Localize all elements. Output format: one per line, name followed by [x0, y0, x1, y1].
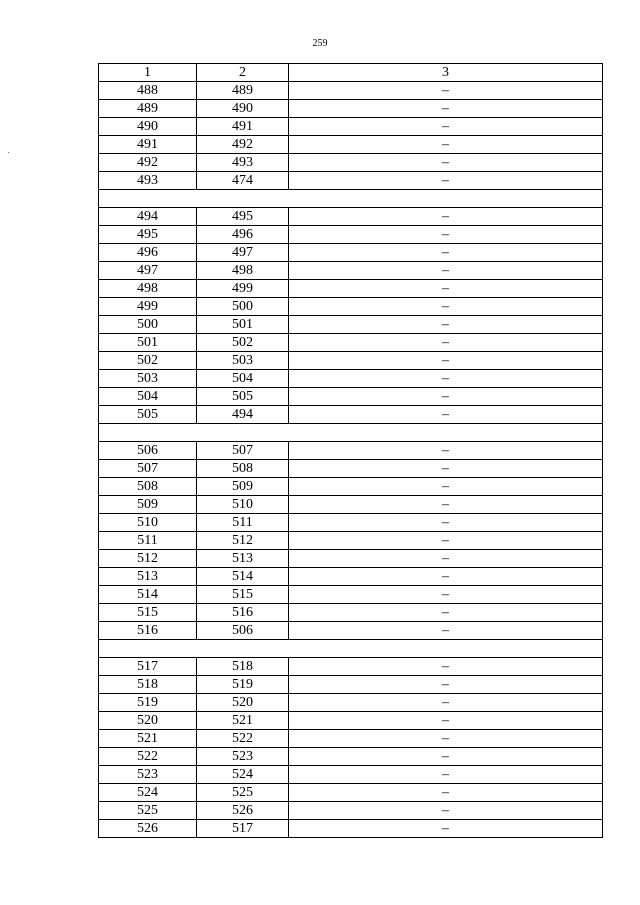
table-row: [99, 550, 603, 568]
cell-col-2: 518: [197, 658, 289, 676]
table-row: [99, 262, 603, 280]
cell-col-1: 506: [99, 442, 197, 460]
cell-col-2: 498: [197, 262, 289, 280]
cell-col-3: –: [289, 712, 603, 730]
table-row: [99, 226, 603, 244]
cell-col-3: –: [289, 748, 603, 766]
cell-col-1: 501: [99, 334, 197, 352]
cell-col-2: 505: [197, 388, 289, 406]
cell-col-2: 524: [197, 766, 289, 784]
cell-col-2: 510: [197, 496, 289, 514]
table-row: [99, 118, 603, 136]
cell-col-1: 496: [99, 244, 197, 262]
table-row: [99, 316, 603, 334]
cell-col-3: –: [289, 532, 603, 550]
cell-col-1: 516: [99, 622, 197, 640]
header-col-2: 2: [197, 64, 289, 82]
cell-col-2: 511: [197, 514, 289, 532]
cell-col-2: 514: [197, 568, 289, 586]
table-row: [99, 568, 603, 586]
cell-col-2: 494: [197, 406, 289, 424]
cell-col-2: 522: [197, 730, 289, 748]
cell-col-1: 495: [99, 226, 197, 244]
cell-col-1: 518: [99, 676, 197, 694]
cell-col-3: –: [289, 496, 603, 514]
table-row: [99, 784, 603, 802]
cell-col-2: 490: [197, 100, 289, 118]
table-header-row: [99, 64, 603, 82]
cell-col-1: 503: [99, 370, 197, 388]
cell-col-3: –: [289, 766, 603, 784]
table-row: [99, 352, 603, 370]
table-row: [99, 604, 603, 622]
table-row: [99, 514, 603, 532]
header-col-3: 3: [289, 64, 603, 82]
table-row: [99, 82, 603, 100]
cell-col-2: 506: [197, 622, 289, 640]
table-row: [99, 154, 603, 172]
cell-col-3: –: [289, 784, 603, 802]
cell-col-3: –: [289, 604, 603, 622]
cell-col-1: 492: [99, 154, 197, 172]
cell-col-2: 509: [197, 478, 289, 496]
cell-col-3: –: [289, 370, 603, 388]
table-row: [99, 622, 603, 640]
table-row: [99, 370, 603, 388]
cell-col-2: 491: [197, 118, 289, 136]
table-row: [99, 802, 603, 820]
table-row: [99, 136, 603, 154]
cell-col-3: –: [289, 820, 603, 838]
cell-col-1: 507: [99, 460, 197, 478]
table-row: [99, 694, 603, 712]
cell-col-1: 522: [99, 748, 197, 766]
table-row: [99, 208, 603, 226]
cell-col-3: –: [289, 550, 603, 568]
cell-col-2: 525: [197, 784, 289, 802]
cell-col-1: 489: [99, 100, 197, 118]
cell-col-3: –: [289, 460, 603, 478]
cell-col-1: 511: [99, 532, 197, 550]
table-row: [99, 712, 603, 730]
cell-col-1: 519: [99, 694, 197, 712]
cell-col-1: 500: [99, 316, 197, 334]
cell-col-1: 523: [99, 766, 197, 784]
table-row: [99, 496, 603, 514]
cell-col-1: 494: [99, 208, 197, 226]
cell-col-1: 490: [99, 118, 197, 136]
table-row: [99, 442, 603, 460]
cell-col-3: –: [289, 568, 603, 586]
cell-col-3: –: [289, 208, 603, 226]
cell-col-3: –: [289, 100, 603, 118]
cell-col-3: –: [289, 262, 603, 280]
cell-col-1: 502: [99, 352, 197, 370]
cell-col-3: –: [289, 388, 603, 406]
cell-col-1: 508: [99, 478, 197, 496]
cell-col-2: 504: [197, 370, 289, 388]
cell-col-3: –: [289, 586, 603, 604]
cell-col-3: –: [289, 298, 603, 316]
table-row: [99, 676, 603, 694]
cell-col-1: 517: [99, 658, 197, 676]
cell-col-1: 493: [99, 172, 197, 190]
table-row: [99, 478, 603, 496]
scan-speck: [8, 152, 9, 153]
cell-col-3: –: [289, 622, 603, 640]
cell-col-2: 501: [197, 316, 289, 334]
group-separator-row: [99, 640, 603, 658]
group-separator-row: [99, 424, 603, 442]
cell-col-1: 526: [99, 820, 197, 838]
cell-col-3: –: [289, 694, 603, 712]
group-separator-cell: [99, 640, 603, 658]
cell-col-1: 525: [99, 802, 197, 820]
table-row: [99, 658, 603, 676]
cell-col-3: –: [289, 172, 603, 190]
cell-col-2: 507: [197, 442, 289, 460]
cell-col-3: –: [289, 226, 603, 244]
cell-col-3: –: [289, 136, 603, 154]
cell-col-3: –: [289, 730, 603, 748]
cell-col-3: –: [289, 154, 603, 172]
cell-col-1: 524: [99, 784, 197, 802]
cell-col-3: –: [289, 82, 603, 100]
cell-col-3: –: [289, 442, 603, 460]
table-row: [99, 532, 603, 550]
group-separator-cell: [99, 424, 603, 442]
table-row: [99, 388, 603, 406]
cell-col-2: 499: [197, 280, 289, 298]
cell-col-2: 517: [197, 820, 289, 838]
cell-col-3: –: [289, 514, 603, 532]
group-separator-row: [99, 190, 603, 208]
table-row: [99, 748, 603, 766]
page-number: 259: [312, 38, 328, 49]
cell-col-1: 513: [99, 568, 197, 586]
cell-col-2: 489: [197, 82, 289, 100]
cell-col-2: 496: [197, 226, 289, 244]
cell-col-1: 515: [99, 604, 197, 622]
cell-col-1: 488: [99, 82, 197, 100]
cell-col-2: 512: [197, 532, 289, 550]
table-row: [99, 586, 603, 604]
cell-col-2: 495: [197, 208, 289, 226]
cell-col-1: 499: [99, 298, 197, 316]
cell-col-2: 521: [197, 712, 289, 730]
cell-col-3: –: [289, 316, 603, 334]
cell-col-2: 513: [197, 550, 289, 568]
table-row: [99, 766, 603, 784]
cell-col-2: 493: [197, 154, 289, 172]
cell-col-3: –: [289, 478, 603, 496]
cell-col-1: 509: [99, 496, 197, 514]
cell-col-2: 497: [197, 244, 289, 262]
table-row: [99, 244, 603, 262]
cell-col-1: 498: [99, 280, 197, 298]
cell-col-2: 503: [197, 352, 289, 370]
cell-col-2: 502: [197, 334, 289, 352]
cell-col-1: 512: [99, 550, 197, 568]
cell-col-1: 504: [99, 388, 197, 406]
cell-col-3: –: [289, 352, 603, 370]
table-row: [99, 280, 603, 298]
cell-col-1: 510: [99, 514, 197, 532]
table-row: [99, 334, 603, 352]
data-table: [98, 63, 603, 838]
group-separator-cell: [99, 190, 603, 208]
table-row: [99, 820, 603, 838]
cell-col-1: 521: [99, 730, 197, 748]
cell-col-2: 519: [197, 676, 289, 694]
cell-col-2: 492: [197, 136, 289, 154]
table-row: [99, 100, 603, 118]
cell-col-3: –: [289, 658, 603, 676]
table-row: [99, 298, 603, 316]
cell-col-3: –: [289, 802, 603, 820]
cell-col-3: –: [289, 406, 603, 424]
cell-col-2: 508: [197, 460, 289, 478]
table-row: [99, 460, 603, 478]
cell-col-1: 497: [99, 262, 197, 280]
cell-col-1: 505: [99, 406, 197, 424]
cell-col-2: 526: [197, 802, 289, 820]
table-body: [99, 82, 603, 838]
cell-col-1: 514: [99, 586, 197, 604]
cell-col-2: 515: [197, 586, 289, 604]
cell-col-2: 500: [197, 298, 289, 316]
table-row: [99, 172, 603, 190]
cell-col-3: –: [289, 334, 603, 352]
cell-col-2: 474: [197, 172, 289, 190]
cell-col-1: 520: [99, 712, 197, 730]
cell-col-2: 523: [197, 748, 289, 766]
cell-col-3: –: [289, 118, 603, 136]
cell-col-3: –: [289, 244, 603, 262]
header-col-1: 1: [99, 64, 197, 82]
cell-col-3: –: [289, 676, 603, 694]
cell-col-1: 491: [99, 136, 197, 154]
cell-col-2: 520: [197, 694, 289, 712]
cell-col-2: 516: [197, 604, 289, 622]
table-row: [99, 406, 603, 424]
cell-col-3: –: [289, 280, 603, 298]
table-row: [99, 730, 603, 748]
